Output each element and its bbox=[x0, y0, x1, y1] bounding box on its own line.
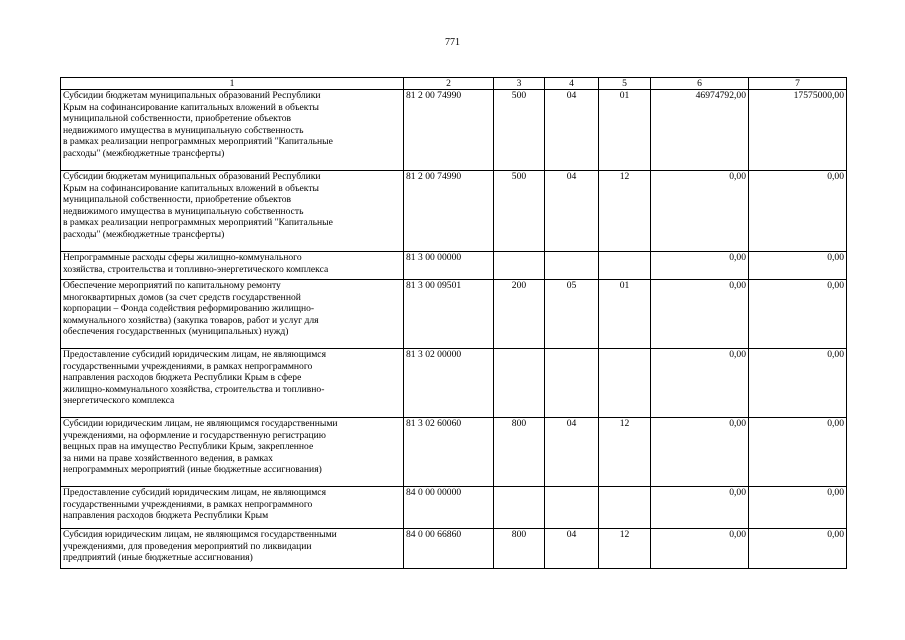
column-header-7: 7 bbox=[749, 78, 847, 90]
row-col7: 0,00 bbox=[749, 418, 847, 487]
row-col7: 0,00 bbox=[749, 171, 847, 252]
column-header-1: 1 bbox=[61, 78, 404, 90]
row-col3: 500 bbox=[494, 90, 545, 171]
row-description: Субсидии бюджетам муниципальных образований Республики Крым на софинансирование капитальных вложений в объекты муниципальной собственности, приобретение объектов недвижимого имущества в муниципальную собственность в рамках реализации непрограммных мероприятий "Капитальные расходы" (межбюджетные трансферты) bbox=[61, 90, 404, 171]
row-col5: 12 bbox=[599, 418, 651, 487]
column-header-3: 3 bbox=[494, 78, 545, 90]
table-row bbox=[61, 487, 847, 529]
row-col3: 800 bbox=[494, 529, 545, 569]
row-code: 84 0 00 00000 bbox=[404, 487, 494, 529]
row-col7: 0,00 bbox=[749, 529, 847, 569]
row-col6: 0,00 bbox=[651, 418, 749, 487]
row-col4: 05 bbox=[545, 280, 599, 349]
row-code: 81 3 00 00000 bbox=[404, 252, 494, 280]
row-col4: 04 bbox=[545, 90, 599, 171]
row-code: 81 3 02 60060 bbox=[404, 418, 494, 487]
row-col4 bbox=[545, 252, 599, 280]
row-code: 81 2 00 74990 bbox=[404, 90, 494, 171]
row-code: 81 3 00 09501 bbox=[404, 280, 494, 349]
table-row bbox=[61, 349, 847, 418]
row-col4: 04 bbox=[545, 529, 599, 569]
row-col5: 01 bbox=[599, 90, 651, 171]
row-col3 bbox=[494, 252, 545, 280]
row-description: Субсидии юридическим лицам, не являющимся государственными учреждениями, на оформление и государственную регистрацию вещных прав на имущество Республики Крым, закрепленное за ними на праве хозяйственного ведения, в рамках непрограммных мероприятий (иные бюджетные ассигнования) bbox=[61, 418, 404, 487]
table-row bbox=[61, 90, 847, 171]
row-col5: 01 bbox=[599, 280, 651, 349]
row-description: Предоставление субсидий юридическим лицам, не являющимся государственными учреждениями, в рамках непрограммного направления расходов бюджета Республики Крым bbox=[61, 487, 404, 529]
row-col4 bbox=[545, 487, 599, 529]
row-col7: 0,00 bbox=[749, 487, 847, 529]
row-col5 bbox=[599, 349, 651, 418]
table-row bbox=[61, 171, 847, 252]
column-header-4: 4 bbox=[545, 78, 599, 90]
row-col6: 0,00 bbox=[651, 487, 749, 529]
row-col3 bbox=[494, 487, 545, 529]
budget-table bbox=[60, 77, 847, 569]
column-header-2: 2 bbox=[404, 78, 494, 90]
row-code: 81 3 02 00000 bbox=[404, 349, 494, 418]
row-description: Непрограммные расходы сферы жилищно-коммунального хозяйства, строительства и топливно-энергетического комплекса bbox=[61, 252, 404, 280]
row-code: 84 0 00 66860 bbox=[404, 529, 494, 569]
row-col5: 12 bbox=[599, 171, 651, 252]
row-description: Субсидия юридическим лицам, не являющимся государственными учреждениями, для проведения мероприятий по ликвидации предприятий (иные бюджетные ассигнования) bbox=[61, 529, 404, 569]
column-header-row bbox=[61, 78, 847, 90]
row-description: Субсидии бюджетам муниципальных образований Республики Крым на софинансирование капитальных вложений в объекты муниципальной собственности, приобретение объектов недвижимого имущества в муниципальную собственность в рамках реализации непрограммных мероприятий "Капитальные расходы" (межбюджетные трансферты) bbox=[61, 171, 404, 252]
row-col7: 17575000,00 bbox=[749, 90, 847, 171]
row-col3: 800 bbox=[494, 418, 545, 487]
row-col3: 200 bbox=[494, 280, 545, 349]
row-col6: 0,00 bbox=[651, 252, 749, 280]
row-col6: 0,00 bbox=[651, 280, 749, 349]
row-col4: 04 bbox=[545, 418, 599, 487]
row-description: Предоставление субсидий юридическим лицам, не являющимся государственными учреждениями, в рамках непрограммного направления расходов бюджета Республики Крым в сфере жилищно-коммунального хозяйства, строительства и топливно- энергетического комплекса bbox=[61, 349, 404, 418]
row-col4 bbox=[545, 349, 599, 418]
row-col5 bbox=[599, 252, 651, 280]
row-code: 81 2 00 74990 bbox=[404, 171, 494, 252]
row-col7: 0,00 bbox=[749, 280, 847, 349]
row-col3 bbox=[494, 349, 545, 418]
row-col7: 0,00 bbox=[749, 252, 847, 280]
row-col6: 0,00 bbox=[651, 529, 749, 569]
row-col5 bbox=[599, 487, 651, 529]
row-col4: 04 bbox=[545, 171, 599, 252]
row-col6: 0,00 bbox=[651, 349, 749, 418]
row-col3: 500 bbox=[494, 171, 545, 252]
row-col6: 0,00 bbox=[651, 171, 749, 252]
table-row bbox=[61, 280, 847, 349]
column-header-5: 5 bbox=[599, 78, 651, 90]
row-description: Обеспечение мероприятий по капитальному ремонту многоквартирных домов (за счет средств государственной корпорации – Фонда содействия реформированию жилищно- коммунального хозяйства) (закупка товаров, работ и услуг для обеспечения государственных (муниципальных) нужд) bbox=[61, 280, 404, 349]
row-col7: 0,00 bbox=[749, 349, 847, 418]
row-col6: 46974792,00 bbox=[651, 90, 749, 171]
table-row bbox=[61, 418, 847, 487]
table-row bbox=[61, 529, 847, 569]
column-header-6: 6 bbox=[651, 78, 749, 90]
row-col5: 12 bbox=[599, 529, 651, 569]
table-row bbox=[61, 252, 847, 280]
page-number: 771 bbox=[445, 37, 460, 48]
